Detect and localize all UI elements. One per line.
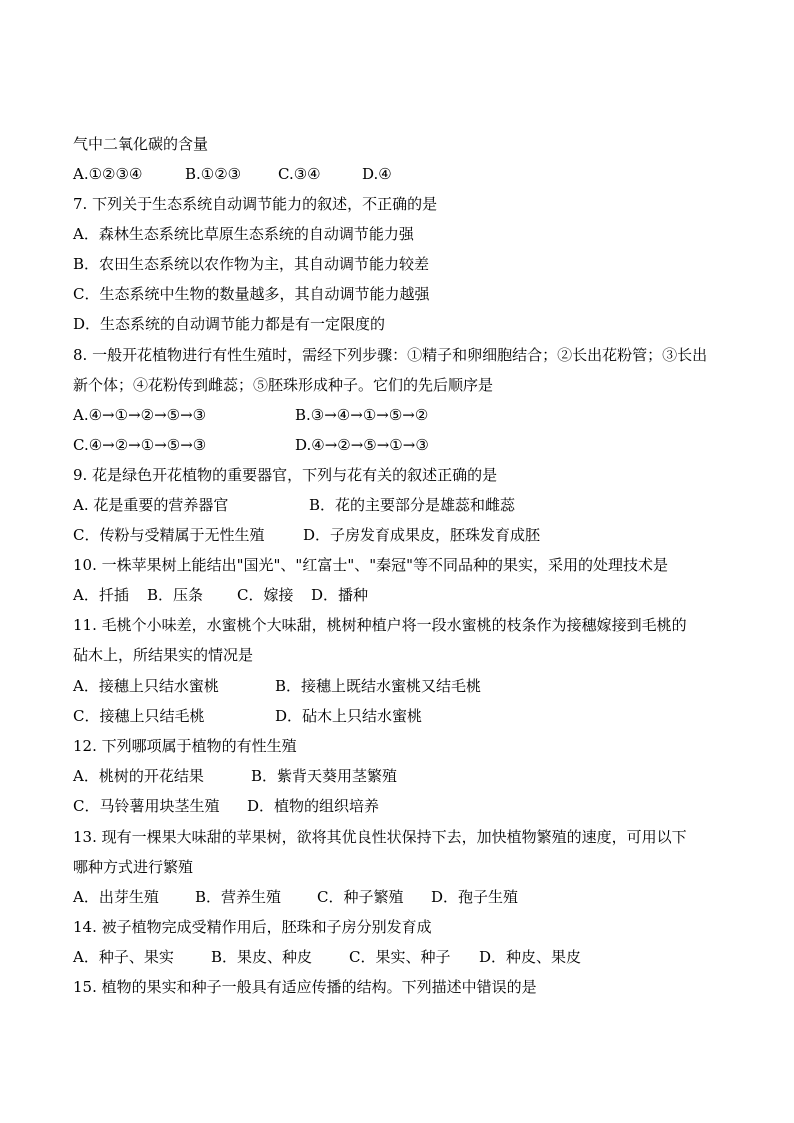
q9-option-a: A. 花是重要的营养器官 xyxy=(73,496,229,514)
q13-stem: 13. 现有一棵果大味甜的苹果树，欲将其优良性状保持下去，加快植物繁殖的速度，可用以下 xyxy=(73,828,687,846)
q13-option-c: C．种子繁殖 xyxy=(317,888,404,906)
q7-option-a: A．森林生态系统比草原生态系统的自动调节能力强 xyxy=(73,225,414,243)
q14-stem: 14. 被子植物完成受精作用后，胚珠和子房分别发育成 xyxy=(73,918,432,936)
q7-option-d: D．生态系统的自动调节能力都是有一定限度的 xyxy=(73,315,386,333)
q12-option-b: B．紫背天葵用茎繁殖 xyxy=(251,767,398,785)
q8-stem: 8. 一般开花植物进行有性生殖时，需经下列步骤：①精子和卵细胞结合；②长出花粉管；③长出 xyxy=(73,346,708,364)
q10-option-d: D．播种 xyxy=(311,586,369,604)
q10-option-a: A．扦插 xyxy=(73,586,129,604)
q7-stem: 7. 下列关于生态系统自动调节能力的叙述，不正确的是 xyxy=(73,195,438,213)
q9-stem: 9. 花是绿色开花植物的重要器官，下列与花有关的叙述正确的是 xyxy=(73,466,498,484)
q13-option-d: D．孢子生殖 xyxy=(431,888,519,906)
q6-option-c: C.③④ xyxy=(278,165,321,183)
q11-option-b: B．接穗上既结水蜜桃又结毛桃 xyxy=(275,677,482,695)
q8-stem-cont: 新个体；④花粉传到雌蕊；⑤胚珠形成种子。它们的先后顺序是 xyxy=(73,376,494,394)
q11-stem-cont: 砧木上，所结果实的情况是 xyxy=(73,646,254,664)
q10-option-b: B．压条 xyxy=(147,586,204,604)
q8-option-d: D.④→②→⑤→①→③ xyxy=(295,436,429,454)
q6-option-b: B.①②③ xyxy=(185,165,242,183)
q12-option-c: C．马铃薯用块茎生殖 xyxy=(73,797,220,815)
q13-option-a: A．出芽生殖 xyxy=(73,888,159,906)
q6-option-d: D.④ xyxy=(362,165,392,183)
q14-option-a: A．种子、果实 xyxy=(73,948,174,966)
q11-stem: 11. 毛桃个小味差，水蜜桃个大味甜，桃树种植户将一段水蜜桃的枝条作为接穗嫁接到毛桃的 xyxy=(73,616,687,634)
q7-option-c: C．生态系统中生物的数量越多，其自动调节能力越强 xyxy=(73,285,430,303)
q15-stem: 15. 植物的果实和种子一般具有适应传播的结构。下列描述中错误的是 xyxy=(73,978,537,996)
q12-option-a: A．桃树的开花结果 xyxy=(73,767,204,785)
q11-option-a: A．接穗上只结水蜜桃 xyxy=(73,677,219,695)
q11-option-c: C．接穗上只结毛桃 xyxy=(73,707,205,725)
q8-option-c: C.④→②→①→⑤→③ xyxy=(73,436,207,454)
q14-option-d: D．种皮、果皮 xyxy=(479,948,582,966)
q10-option-c: C．嫁接 xyxy=(237,586,294,604)
q8-option-b: B.③→④→①→⑤→② xyxy=(295,406,429,424)
q6-option-a: A.①②③④ xyxy=(73,165,143,183)
q11-option-d: D．砧木上只结水蜜桃 xyxy=(275,707,423,725)
q12-stem: 12. 下列哪项属于植物的有性生殖 xyxy=(73,737,297,755)
q12-option-d: D．植物的组织培养 xyxy=(247,797,380,815)
q9-option-c: C．传粉与受精属于无性生殖 xyxy=(73,526,265,544)
q10-stem: 10. 一株苹果树上能结出"国光"、"红富士"、"秦冠"等不同品种的果实，采用的处理技术是 xyxy=(73,556,669,574)
q13-stem-cont: 哪种方式进行繁殖 xyxy=(73,858,194,876)
q8-option-a: A.④→①→②→⑤→③ xyxy=(73,406,207,424)
q6-continuation: 气中二氧化碳的含量 xyxy=(73,135,209,153)
q9-option-d: D．子房发育成果皮，胚珠发育成胚 xyxy=(303,526,541,544)
q13-option-b: B．营养生殖 xyxy=(195,888,282,906)
q14-option-b: B．果皮、种皮 xyxy=(211,948,313,966)
q14-option-c: C．果实、种子 xyxy=(349,948,451,966)
q7-option-b: B．农田生态系统以农作物为主，其自动调节能力较差 xyxy=(73,255,430,273)
q9-option-b: B．花的主要部分是雄蕊和雌蕊 xyxy=(309,496,516,514)
